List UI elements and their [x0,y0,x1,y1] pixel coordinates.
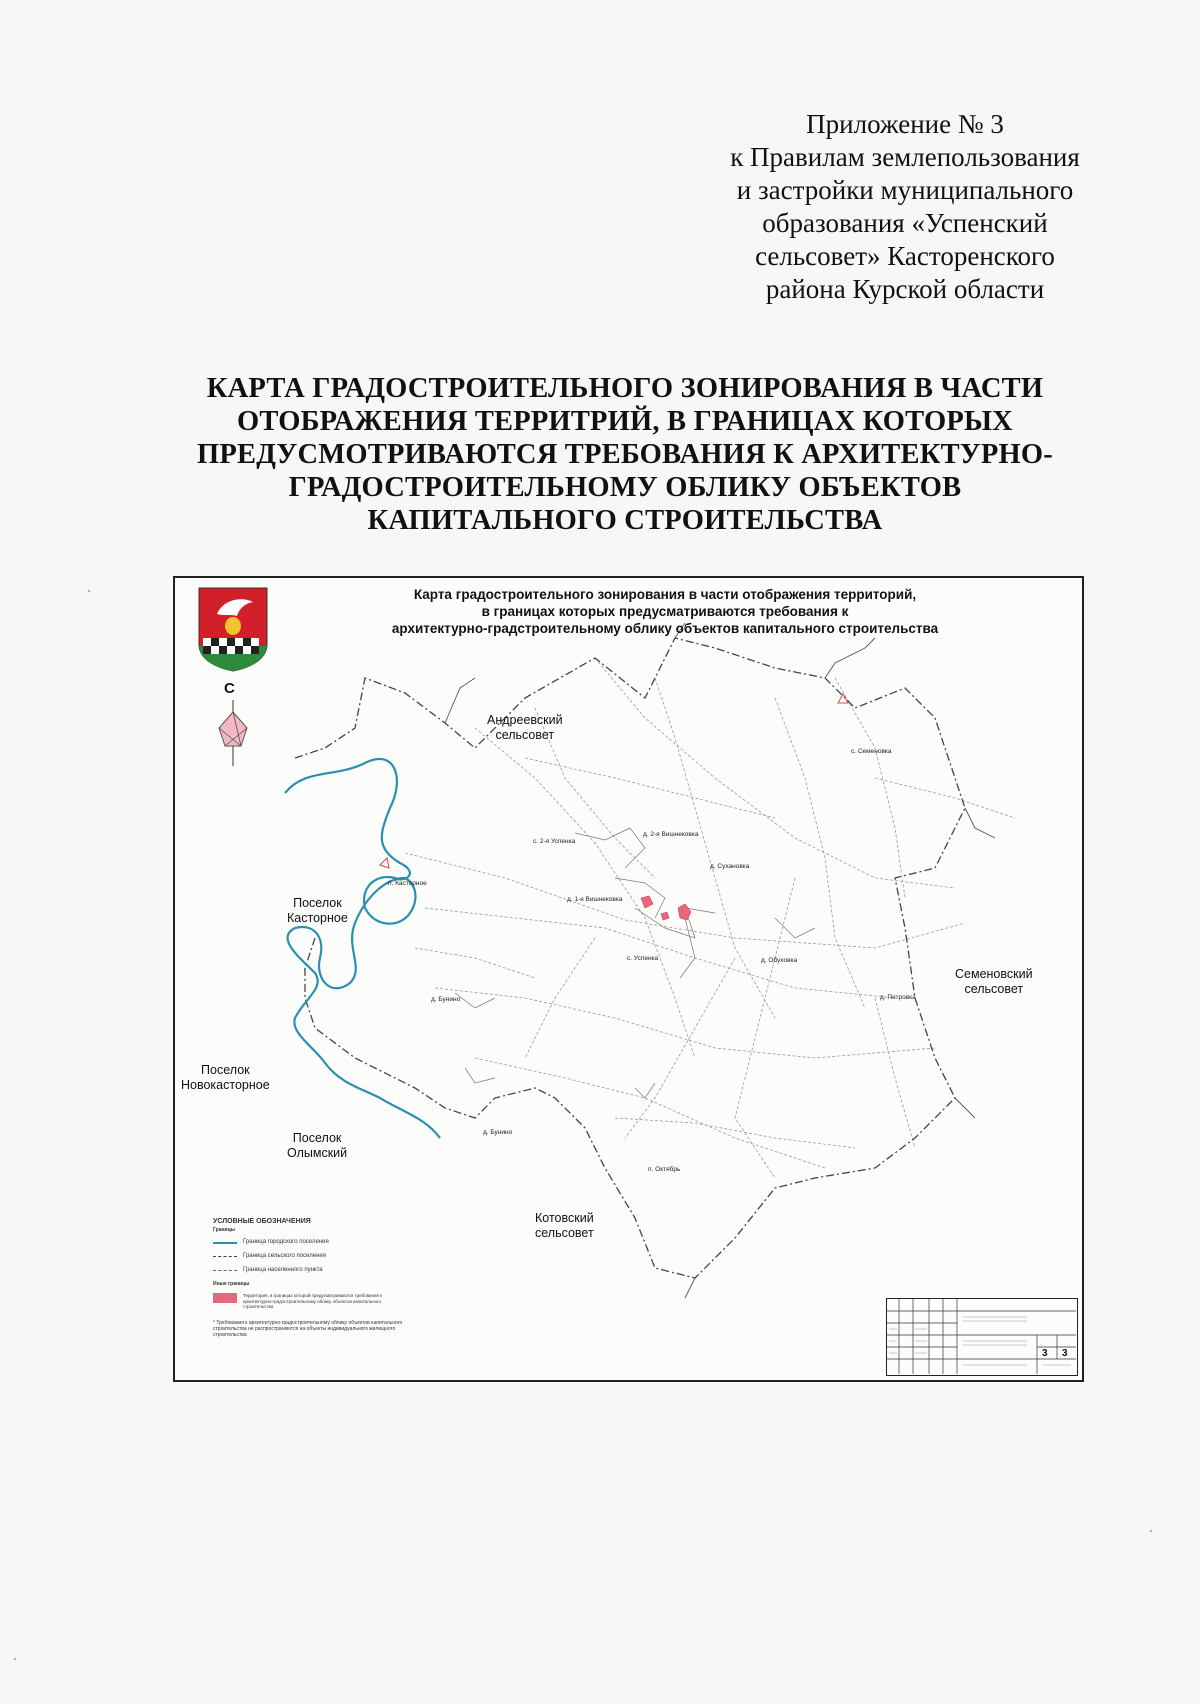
label-text: Котовский сельсовет [535,1211,594,1240]
scan-speck [1150,1530,1152,1532]
map-sheet [173,576,1084,1382]
stamp-grid [887,1299,1076,1374]
title-block-stamp [886,1298,1078,1376]
document-title [150,372,1100,537]
label-text: Андреевский сельсовет [487,713,563,742]
zone-area [661,912,669,920]
map-legend [213,1218,403,1338]
compass-letter: С [224,680,235,697]
north-arrow-icon [203,682,263,768]
label-kastornoe [287,896,348,926]
legend-item [213,1239,403,1247]
village-label: с. Семеновка [851,748,892,755]
legend-label: Граница населенного пункта [243,1267,323,1273]
legend-item [213,1293,403,1310]
map-title-line: Карта градостроительного зонирования в части отображения территорий, [413,587,917,602]
label-semenovsky [955,967,1033,997]
legend-label: Территория, в границах которой предусматриваются требования к архитектурно-градостроительному облику объектов капитального строительства [243,1293,383,1309]
label-text: Поселок Новокасторное [181,1063,270,1092]
village-label: с. 2-я Успенка [533,838,576,845]
village-label: д. Сухановка [710,863,750,870]
map-title [365,586,965,637]
title-line: КАРТА ГРАДОСТРОИТЕЛЬНОГО ЗОНИРОВАНИЯ В ЧАСТИ [206,373,1044,404]
architectural-zones [641,896,691,920]
title-line: ГРАДОСТРОИТЕЛЬНОМУ ОБЛИКУ ОБЪЕКТОВ [288,472,962,503]
title-line: ОТОБРАЖЕНИЯ ТЕРРИТРИЙ, В ГРАНИЦАХ КОТОРЫХ [237,406,1013,437]
legend-title: УСЛОВНЫЕ ОБОЗНАЧЕНИЯ [213,1218,311,1225]
legend-label: Граница городского поселения [243,1239,329,1245]
annex-line: и застройки муниципального [736,175,1074,205]
annex-line: образования «Успенский [762,208,1048,238]
village-label: д. Бунино [431,996,461,1003]
kastornoe-marker [380,858,389,868]
label-andreevsky [487,713,563,743]
village-label: д. Бунино [483,1129,513,1136]
annex-header [690,108,1120,306]
zone-area [678,904,691,920]
village-label: п. Октябрь [648,1166,681,1173]
legend-item [213,1267,403,1275]
map-title-line: архитектурно-градстроительному облику объектов капитального строительства [391,621,939,636]
legend-symbol-dotted [213,1267,237,1275]
legend-label: Граница сельского поселения [243,1253,327,1259]
label-novokastornoe [181,1063,270,1093]
sheet-count: 3 [1062,1348,1068,1359]
legend-section: Иные границы [213,1281,250,1287]
semenovka-marker [838,694,848,703]
label-olymsky [287,1131,347,1161]
annex-line: к Правилам землепользования [730,142,1080,172]
legend-item [213,1253,403,1261]
village-label: д. Обуховка [761,957,798,964]
village-label: д. 2-я Вишнековка [643,831,699,838]
annex-line: района Курской области [765,274,1045,304]
legend-symbol-dashed [213,1253,237,1261]
legend-note: * Требования к архитектурно-градостроительному облику объектов капитального строительства не распространяются на объекты индивидуального жилищного строительства [213,1319,403,1338]
scan-speck [14,1658,16,1660]
map-title-line: в границах которых предусматриваются требования к [481,604,849,619]
village-label: п. Касторное [388,880,427,887]
label-text: Семеновский сельсовет [955,967,1033,996]
label-text: Поселок Олымский [287,1131,348,1160]
title-line: ПРЕДУСМОТРИВАЮТСЯ ТРЕБОВАНИЯ К АРХИТЕКТУРНО- [197,439,1053,470]
legend-symbol-zone [213,1293,237,1303]
village-label: д. Петровка [880,994,916,1001]
label-kotovsky [535,1211,594,1241]
village-label: с. Успенка [627,955,659,962]
zone-area [641,896,653,908]
village-label: д. 1-я Вишнековка [567,896,623,903]
label-text: Поселок Касторное [287,896,348,925]
annex-line: сельсовет» Касторенского [755,241,1055,271]
sheet-number: 3 [1042,1348,1048,1359]
coat-of-arms-icon [197,586,269,672]
annex-line: Приложение № 3 [806,109,1004,139]
legend-symbol-river [213,1239,237,1247]
scan-speck [88,590,90,592]
title-line: КАПИТАЛЬНОГО СТРОИТЕЛЬСТВА [367,505,883,536]
legend-section: Границы [213,1227,235,1233]
